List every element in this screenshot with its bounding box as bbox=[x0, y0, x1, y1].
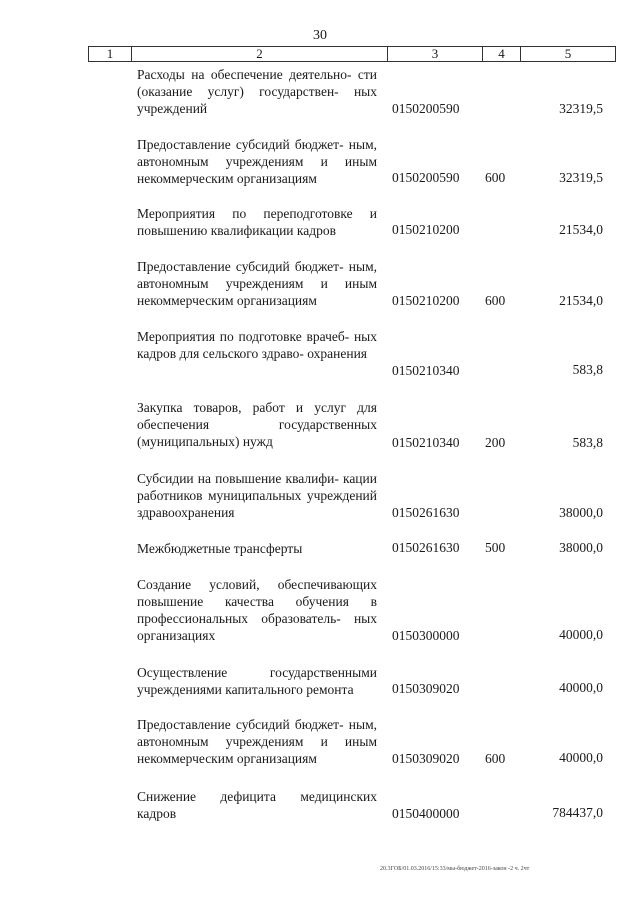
row-code: 0150210200 bbox=[392, 293, 460, 308]
col-header-1: 1 bbox=[89, 47, 132, 62]
row-code: 0150210340 bbox=[392, 363, 460, 378]
row-name: Осуществление государственными учреждениями капитального ремонта bbox=[137, 665, 377, 697]
row-amount: 40000,0 bbox=[559, 750, 603, 765]
row-name: Снижение дефицита медицинских кадров bbox=[137, 789, 377, 821]
row-type: 600 bbox=[485, 751, 506, 766]
row-code: 0150210200 bbox=[392, 222, 460, 237]
row-amount: 583,8 bbox=[572, 362, 603, 377]
row-name: Субсидии на повышение квалифи- кации работников муниципальных учреждений здравоохранения bbox=[137, 471, 377, 520]
row-code: 0150309020 bbox=[392, 681, 460, 696]
col-header-2: 2 bbox=[132, 47, 388, 62]
row-type: 600 bbox=[485, 170, 506, 185]
row-amount: 38000,0 bbox=[559, 505, 603, 520]
row-amount: 21534,0 bbox=[559, 293, 603, 308]
row-code: 0150261630 bbox=[392, 540, 460, 555]
row-type: 200 bbox=[485, 435, 506, 450]
row-name: Закупка товаров, работ и услуг для обеспечения государственных (муниципальных) нужд bbox=[137, 400, 377, 449]
row-code: 0150300000 bbox=[392, 628, 460, 643]
row-amount: 32319,5 bbox=[559, 101, 603, 116]
row-name: Предоставление субсидий бюджет- ным, автономным учреждениям и иным некоммерческим организациям bbox=[137, 137, 377, 186]
document-footer: 20.3ГОБ/01.03.2016/15:33/мы-бюджет-2016-закон -2 ч. 2чт bbox=[380, 866, 530, 872]
row-code: 0150210340 bbox=[392, 435, 460, 450]
row-amount: 21534,0 bbox=[559, 222, 603, 237]
row-amount: 32319,5 bbox=[559, 170, 603, 185]
col-header-5: 5 bbox=[521, 47, 616, 62]
row-amount: 38000,0 bbox=[559, 540, 603, 555]
row-name: Мероприятия по подготовке врачеб- ных кадров для сельского здраво- охранения bbox=[137, 329, 377, 361]
row-code: 0150400000 bbox=[392, 806, 460, 821]
row-name: Межбюджетные трансферты bbox=[137, 541, 303, 556]
row-amount: 40000,0 bbox=[559, 680, 603, 695]
column-header-table bbox=[88, 46, 616, 62]
row-amount: 784437,0 bbox=[552, 805, 603, 820]
col-header-3: 3 bbox=[388, 47, 483, 62]
row-name: Мероприятия по переподготовке и повышению квалификации кадров bbox=[137, 206, 377, 238]
row-name: Расходы на обеспечение деятельно- сти (оказание услуг) государствен- ных учреждений bbox=[137, 67, 377, 116]
row-type: 500 bbox=[485, 540, 506, 555]
row-name: Создание условий, обеспечивающих повышение качества обучения в профессиональных образователь- ных организациях bbox=[137, 577, 377, 643]
row-code: 0150261630 bbox=[392, 505, 460, 520]
row-amount: 40000,0 bbox=[559, 627, 603, 642]
row-code: 0150200590 bbox=[392, 170, 460, 185]
col-header-4: 4 bbox=[483, 47, 521, 62]
row-type: 600 bbox=[485, 293, 506, 308]
row-name: Предоставление субсидий бюджет- ным, автономным учреждениям и иным некоммерческим организациям bbox=[137, 717, 377, 766]
row-code: 0150309020 bbox=[392, 751, 460, 766]
page-number: 30 bbox=[313, 28, 327, 43]
row-name: Предоставление субсидий бюджет- ным, автономным учреждениям и иным некоммерческим организациям bbox=[137, 259, 377, 308]
row-amount: 583,8 bbox=[572, 435, 603, 450]
row-code: 0150200590 bbox=[392, 101, 460, 116]
